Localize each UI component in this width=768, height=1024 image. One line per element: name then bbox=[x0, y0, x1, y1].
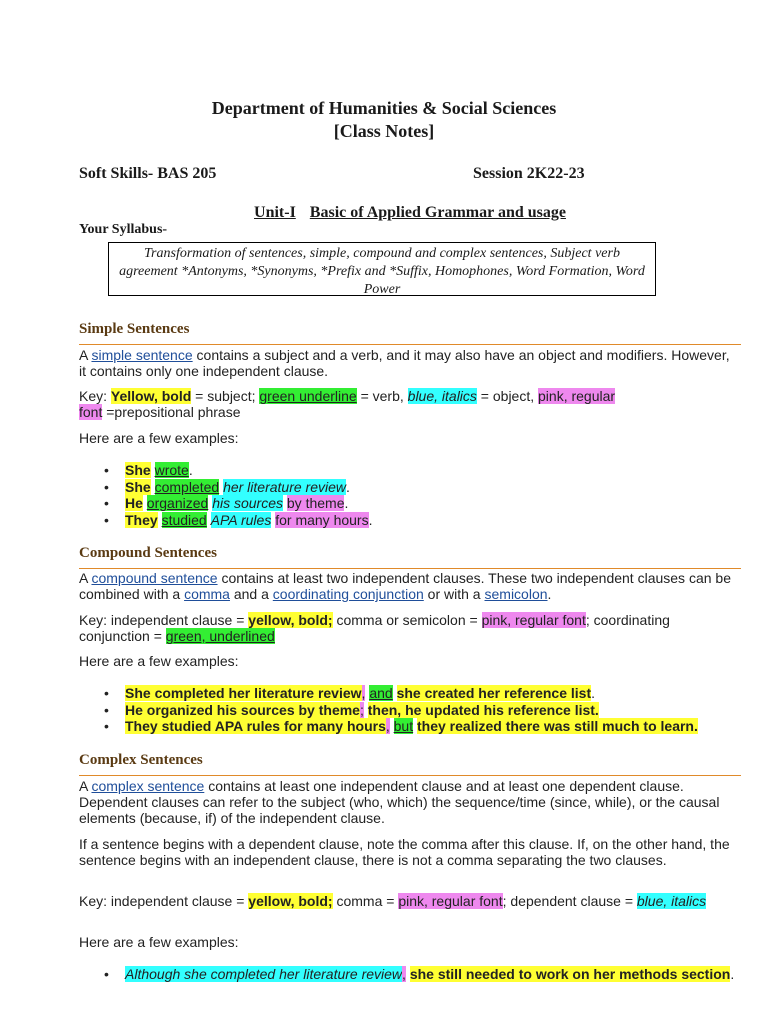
simple-heading-rule bbox=[79, 344, 741, 345]
session-label: Session 2K22-23 bbox=[473, 165, 585, 182]
syllabus-box bbox=[108, 242, 656, 296]
list-item: • They studied APA rules for many hours. bbox=[100, 512, 750, 529]
compound-heading-rule bbox=[79, 568, 741, 569]
complex-sentences-heading: Complex Sentences bbox=[79, 752, 203, 768]
key-yellow-swatch: yellow, bold; bbox=[248, 893, 333, 909]
key-pink-swatch: pink, regular font bbox=[481, 612, 586, 628]
simple-intro-paragraph: A simple sentence contains a subject and a verb, and it may also have an object and modifiers. However, it contains only one independent clause. bbox=[79, 347, 730, 379]
semicolon-link[interactable]: semicolon bbox=[484, 586, 548, 602]
key-pink-swatch: pink, regular font bbox=[398, 893, 503, 909]
comma-link[interactable]: comma bbox=[184, 586, 230, 602]
unit-topic: Basic of Applied Grammar and usage bbox=[309, 204, 566, 221]
key-pink-swatch-cont: font bbox=[79, 404, 103, 420]
list-item: • Although she completed her literature review, she still needed to work on her methods section. bbox=[100, 966, 750, 983]
complex-comma-paragraph: If a sentence begins with a dependent clause, note the comma after this clause. If, on the other hand, the sentence begins with an independent clause, there is not a comma separating the two clauses. bbox=[79, 836, 730, 868]
list-item: • She completed her literature review, and she created her reference list. bbox=[100, 685, 750, 702]
simple-key-paragraph: Key: Yellow, bold = subject; green underline = verb, blue, italics = object, pink, regular font =prepositional phrase bbox=[79, 388, 616, 420]
key-yellow-swatch: Yellow, bold bbox=[110, 388, 192, 404]
class-notes-title: [Class Notes] bbox=[333, 121, 435, 141]
compound-examples-intro: Here are a few examples: bbox=[79, 653, 239, 669]
simple-sentence-link[interactable]: simple sentence bbox=[91, 347, 193, 363]
compound-intro-paragraph: A compound sentence contains at least two independent clauses. These two independent clauses can be combined with a comma and a coordinating conjunction or with a semicolon. bbox=[79, 570, 731, 602]
compound-sentence-link[interactable]: compound sentence bbox=[91, 570, 218, 586]
complex-intro-paragraph: A complex sentence contains at least one independent clause and at least one dependent clause. Dependent clauses can refer to the subject (who, which) the sequence/time (since, while), or the causal elements (because, if) of the independent clause. bbox=[79, 778, 720, 826]
key-blue-swatch: blue, italics bbox=[407, 388, 477, 404]
list-item: • He organized his sources by theme; then, he updated his reference list. bbox=[100, 702, 750, 719]
compound-key-paragraph: Key: independent clause = yellow, bold; comma or semicolon = pink, regular font; coordinating conjunction = green, underlined bbox=[79, 612, 670, 644]
key-pink-swatch: pink, regular bbox=[538, 388, 616, 404]
compound-sentences-heading: Compound Sentences bbox=[79, 545, 217, 561]
list-item: • She completed her literature review. bbox=[100, 479, 750, 496]
syllabus-label: Your Syllabus- bbox=[79, 222, 168, 237]
simple-examples-intro: Here are a few examples: bbox=[79, 430, 239, 446]
complex-examples-list bbox=[100, 966, 750, 983]
complex-heading-rule bbox=[79, 775, 741, 776]
key-blue-swatch: blue, italics bbox=[636, 893, 707, 909]
course-name: Soft Skills- BAS 205 bbox=[79, 165, 217, 182]
coordinating-conjunction-link[interactable]: coordinating conjunction bbox=[272, 586, 424, 602]
complex-key-paragraph: Key: independent clause = yellow, bold; comma = pink, regular font; dependent clause = blue, italics bbox=[79, 893, 707, 909]
list-item: • She wrote. bbox=[100, 462, 750, 479]
department-title: Department of Humanities & Social Sciences bbox=[211, 98, 557, 118]
key-yellow-swatch: yellow, bold; bbox=[248, 612, 333, 628]
unit-label: Unit-I bbox=[254, 204, 296, 221]
syllabus-text: Transformation of sentences, simple, compound and complex sentences, Subject verb agreement *Antonyms, *Synonyms, *Prefix and *Suffix, Homophones, Word Formation, Word Power bbox=[119, 246, 645, 297]
compound-examples-list bbox=[100, 685, 750, 735]
key-green-swatch: green, underlined bbox=[165, 628, 275, 644]
complex-sentence-link[interactable]: complex sentence bbox=[91, 778, 205, 794]
unit-title bbox=[0, 204, 768, 222]
key-green-swatch: green underline bbox=[259, 388, 357, 404]
complex-examples-intro: Here are a few examples: bbox=[79, 934, 239, 950]
list-item: • They studied APA rules for many hours, but they realized there was still much to learn. bbox=[100, 718, 750, 735]
list-item: • He organized his sources by theme. bbox=[100, 495, 750, 512]
simple-examples-list bbox=[100, 462, 750, 528]
simple-sentences-heading: Simple Sentences bbox=[79, 321, 190, 337]
